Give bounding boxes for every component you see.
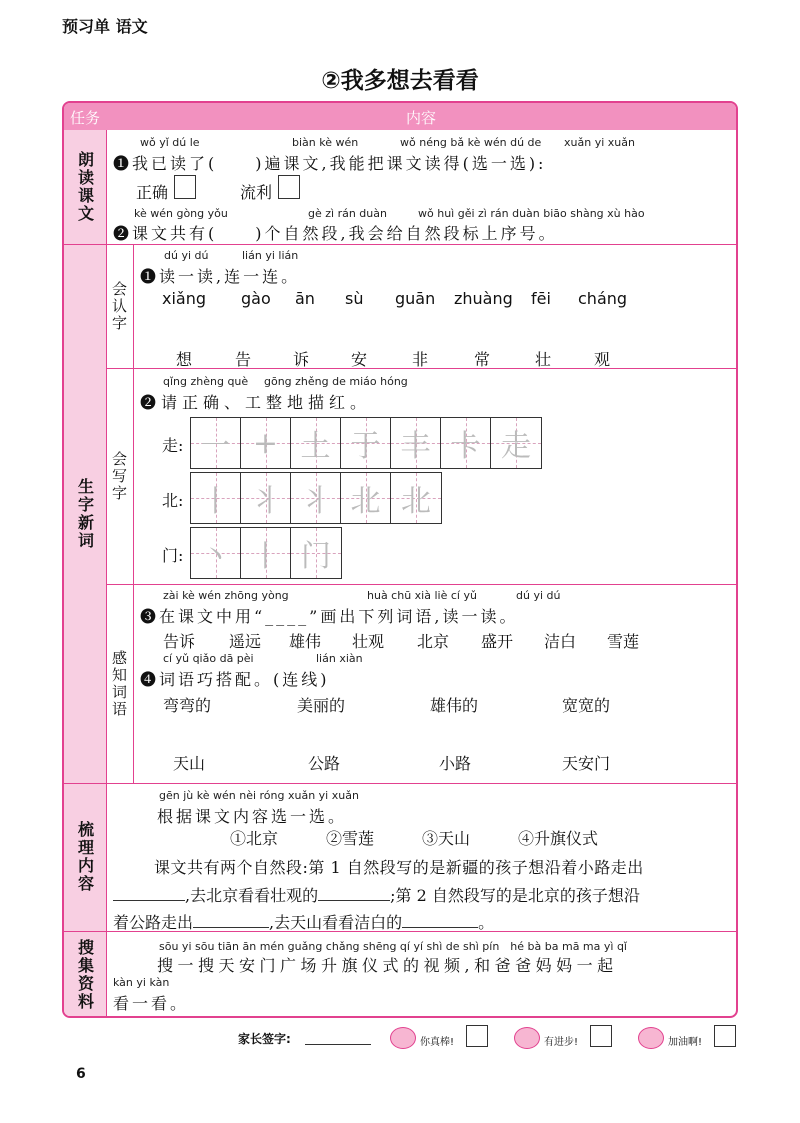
pinyin-item[interactable]: zhuàng: [454, 289, 513, 308]
word-item[interactable]: 壮观: [352, 632, 385, 651]
trace-cell[interactable]: 于: [341, 418, 391, 468]
question-1-text: ❶我已读了( )遍课文,我能把课文读得(选一选):: [113, 154, 547, 173]
sub-label-write: 会写字: [106, 368, 134, 584]
sun-face-icon: [514, 1027, 540, 1049]
question-read-connect: ❶读一读,连一连。: [140, 267, 301, 286]
word-item[interactable]: 遥远: [229, 632, 262, 651]
pinyin: lián xiàn: [316, 652, 363, 665]
right-word[interactable]: 天山: [173, 754, 206, 773]
option-fluent: 流利: [240, 183, 273, 202]
paragraph-line-2: ,去北京看看壮观的 ;第 2 自然段写的是北京的孩子想沿: [113, 883, 640, 906]
pinyin: wǒ huì gěi zì rán duàn biāo shàng xù hào: [418, 207, 645, 220]
trace-cell[interactable]: 丨: [191, 473, 241, 523]
pinyin: gēn jù kè wén nèi róng xuǎn yi xuǎn: [159, 789, 359, 802]
trace-cell[interactable]: 一: [191, 418, 241, 468]
left-word[interactable]: 雄伟的: [430, 696, 479, 715]
parent-sign-label: 家长签字:: [238, 1032, 291, 1046]
pinyin: sōu yi sōu tiān ān mén guǎng chǎng shēng qí yí shì de shì pín hé bà ba mā ma yì qǐ: [159, 940, 627, 953]
pinyin: kè wén gòng yǒu: [134, 207, 228, 220]
option-correct: 正确: [136, 183, 169, 202]
paragraph-line-1: 课文共有两个自然段:第 1 自然段写的是新疆的孩子想沿着小路走出: [154, 858, 644, 877]
pinyin: wǒ néng bǎ kè wén dú de: [400, 136, 542, 149]
pinyin: gōng zhěng de miáo hóng: [264, 375, 408, 388]
trace-cell[interactable]: 卡: [441, 418, 491, 468]
word-item[interactable]: 告诉: [163, 632, 196, 651]
trace-grid-north[interactable]: [190, 472, 442, 524]
pinyin-item[interactable]: gào: [241, 289, 271, 308]
row-divider: [64, 783, 736, 784]
section-label-sort: 梳理内容: [75, 821, 95, 893]
pinyin: kàn yi kàn: [113, 976, 170, 989]
trace-cell[interactable]: 北: [341, 473, 391, 523]
pinyin: wǒ yǐ dú le: [140, 136, 200, 149]
char-item[interactable]: 诉: [293, 350, 310, 369]
blank-3[interactable]: [193, 914, 269, 928]
pinyin: qǐng zhèng què: [163, 375, 249, 388]
char-item[interactable]: 常: [474, 350, 491, 369]
trace-cell[interactable]: 丰: [391, 418, 441, 468]
char-item[interactable]: 壮: [535, 350, 552, 369]
parent-sign-line[interactable]: [305, 1044, 371, 1045]
pinyin: lián yi lián: [242, 249, 299, 262]
sub-row-divider: [106, 584, 736, 585]
char-item[interactable]: 安: [351, 350, 368, 369]
question-trace: ❷请正确、工整地描红。: [140, 393, 372, 412]
pinyin-item[interactable]: ān: [295, 289, 315, 308]
table-header: [64, 103, 736, 130]
sub-label-recognize: 会认字: [106, 244, 134, 368]
section-label-collect: 搜集资料: [75, 938, 95, 1011]
pinyin: cí yǔ qiǎo dā pèi: [163, 652, 254, 665]
trace-cell[interactable]: +: [241, 418, 291, 468]
rating-progress-label: 有进步!: [544, 1037, 579, 1048]
blank-4[interactable]: [402, 914, 478, 928]
char-item[interactable]: 观: [594, 350, 611, 369]
checkbox-fluent[interactable]: [278, 175, 300, 199]
rating-progress-box[interactable]: [590, 1025, 612, 1047]
question-2-text: ❷课文共有( )个自然段,我会给自然段标上序号。: [113, 224, 558, 243]
pinyin-item[interactable]: cháng: [578, 289, 628, 308]
blank-1[interactable]: [113, 887, 185, 901]
char-north-label: 北:: [162, 491, 184, 510]
choice-option[interactable]: ①北京: [230, 829, 279, 848]
left-word[interactable]: 美丽的: [297, 696, 346, 715]
checkbox-correct[interactable]: [174, 175, 196, 199]
right-word[interactable]: 天安门: [562, 754, 611, 773]
blank-2[interactable]: [318, 887, 390, 901]
header-task: 任务: [69, 109, 100, 127]
trace-cell[interactable]: 土: [291, 418, 341, 468]
header-content: 内容: [405, 109, 436, 127]
smile-face-icon: [390, 1027, 416, 1049]
pinyin: xuǎn yi xuǎn: [564, 136, 635, 149]
left-word[interactable]: 弯弯的: [163, 696, 212, 715]
word-item[interactable]: 雄伟: [289, 632, 322, 651]
page-number: 6: [76, 1066, 86, 1082]
page-title: ②我多想去看看: [321, 68, 479, 94]
pinyin: huà chū xià liè cí yǔ: [367, 589, 477, 602]
word-item[interactable]: 北京: [417, 632, 450, 651]
rating-great-box[interactable]: [466, 1025, 488, 1047]
word-item[interactable]: 洁白: [544, 632, 577, 651]
pinyin: gè zì rán duàn: [308, 207, 387, 220]
choice-option[interactable]: ④升旗仪式: [518, 829, 599, 848]
pinyin-item[interactable]: xiǎng: [162, 289, 207, 308]
word-item[interactable]: 雪莲: [607, 632, 640, 651]
section-label-read: 朗读课文: [75, 151, 95, 223]
collect-line-1: 搜一搜天安门广场升旗仪式的视频,和爸爸妈妈一起: [157, 956, 618, 975]
char-item[interactable]: 想: [176, 350, 193, 369]
choice-option[interactable]: ③天山: [422, 829, 471, 848]
pinyin-item[interactable]: sù: [345, 289, 364, 308]
word-item[interactable]: 盛开: [481, 632, 514, 651]
pinyin: dú yi dú: [516, 589, 561, 602]
trace-cell[interactable]: 北: [391, 473, 441, 523]
trace-cell[interactable]: 门: [291, 528, 341, 578]
paragraph-line-3: 着公路走出 ,去天山看看洁白的 。: [113, 913, 495, 932]
pinyin: dú yi dú: [164, 249, 209, 262]
trace-grid-door[interactable]: [190, 527, 342, 579]
question-underline: ❸在课文中用“____”画出下列词语,读一读。: [140, 607, 519, 626]
question-choose: 根据课文内容选一选。: [157, 807, 348, 826]
rating-great-label: 你真棒!: [420, 1037, 455, 1048]
cheer-face-icon: [638, 1027, 664, 1049]
pinyin-item[interactable]: guān: [395, 289, 436, 308]
rating-cheer-box[interactable]: [714, 1025, 736, 1047]
char-item[interactable]: 非: [412, 350, 429, 369]
section-label-newwords: 生字新词: [75, 477, 95, 550]
sub-label-perceive: 感知词语: [106, 584, 134, 783]
right-word[interactable]: 公路: [308, 754, 341, 773]
trace-cell[interactable]: 丬: [241, 473, 291, 523]
left-word[interactable]: 宽宽的: [562, 696, 611, 715]
right-word[interactable]: 小路: [439, 754, 472, 773]
trace-cell[interactable]: 丨: [241, 528, 291, 578]
trace-grid-walk[interactable]: [190, 417, 542, 469]
pinyin: biàn kè wén: [292, 136, 359, 149]
char-door-label: 门:: [162, 546, 184, 565]
trace-cell[interactable]: 丬: [291, 473, 341, 523]
header-label: 预习单 语文: [62, 17, 148, 36]
question-match: ❹词语巧搭配。(连线): [140, 670, 330, 689]
choice-option[interactable]: ②雪莲: [326, 829, 375, 848]
row-divider: [64, 244, 736, 245]
trace-cell[interactable]: 丶: [191, 528, 241, 578]
trace-cell[interactable]: 走: [491, 418, 541, 468]
pinyin-item[interactable]: fēi: [531, 289, 551, 308]
task-table: [62, 101, 738, 1018]
rating-cheer-label: 加油啊!: [668, 1037, 703, 1048]
char-walk-label: 走:: [162, 436, 184, 455]
pinyin: zài kè wén zhōng yòng: [163, 589, 289, 602]
collect-line-2: 看一看。: [113, 994, 190, 1013]
char-item[interactable]: 告: [235, 350, 252, 369]
